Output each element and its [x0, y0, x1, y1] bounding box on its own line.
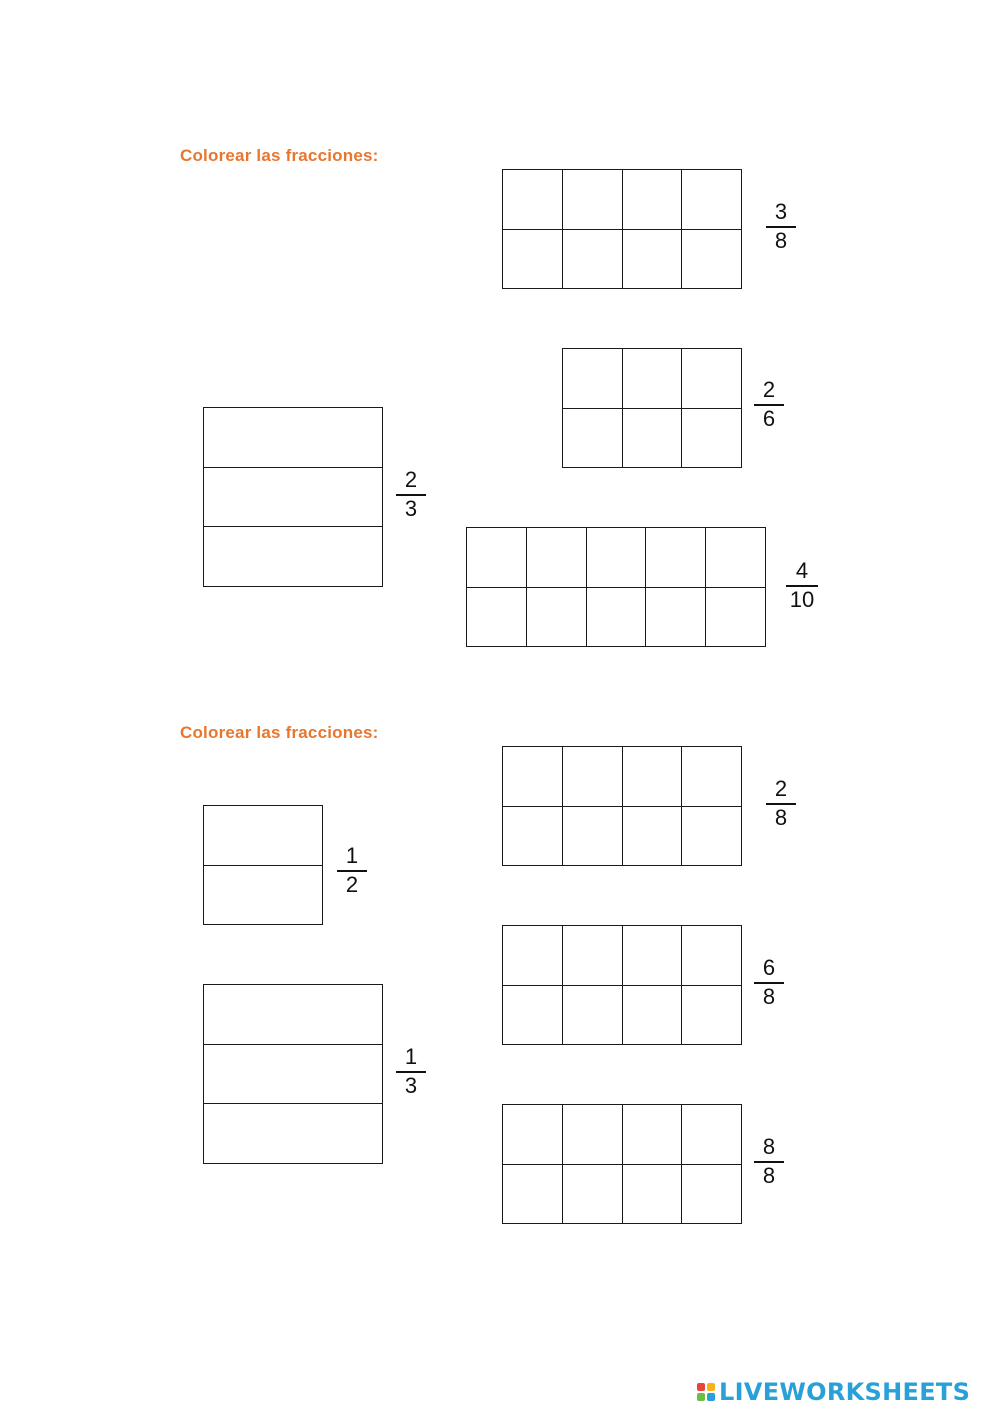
- fraction-label: [766, 200, 796, 253]
- colorable-cell[interactable]: [563, 1105, 623, 1165]
- logo-square: [697, 1393, 705, 1401]
- fraction-numerator: 2: [762, 377, 776, 402]
- fraction-numerator: 2: [404, 467, 418, 492]
- section-2-heading: Colorear las fracciones:: [180, 723, 379, 742]
- colorable-cell[interactable]: [623, 170, 683, 230]
- fraction-denominator: 8: [762, 1163, 776, 1188]
- colorable-cell[interactable]: [204, 527, 383, 587]
- colorable-cell[interactable]: [623, 747, 683, 807]
- fraction-grid-2-8: [502, 746, 742, 866]
- colorable-cell[interactable]: [503, 807, 563, 867]
- fraction-label: [786, 559, 818, 612]
- fraction-denominator: 3: [404, 1073, 418, 1098]
- colorable-cell[interactable]: [204, 468, 383, 528]
- colorable-cell[interactable]: [563, 747, 623, 807]
- section-1-heading: Colorear las fracciones:: [180, 146, 379, 165]
- fraction-grid-8-8: [502, 1104, 742, 1224]
- colorable-cell[interactable]: [623, 807, 683, 867]
- colorable-cell[interactable]: [682, 1105, 742, 1165]
- fraction-grid-4-10: [466, 527, 766, 647]
- colorable-cell[interactable]: [623, 986, 683, 1046]
- colorable-cell[interactable]: [682, 230, 742, 290]
- colorable-cell[interactable]: [682, 747, 742, 807]
- colorable-cell[interactable]: [563, 926, 623, 986]
- colorable-cell[interactable]: [587, 528, 647, 588]
- liveworksheets-logo: [697, 1378, 970, 1406]
- colorable-cell[interactable]: [563, 409, 623, 469]
- fraction-label: [396, 468, 426, 521]
- colorable-cell[interactable]: [646, 588, 706, 648]
- colorable-cell[interactable]: [503, 170, 563, 230]
- colorable-cell[interactable]: [204, 985, 383, 1045]
- colorable-cell[interactable]: [204, 806, 323, 866]
- fraction-grid-3-8: [502, 169, 742, 289]
- logo-square: [707, 1393, 715, 1401]
- colorable-cell[interactable]: [587, 588, 647, 648]
- colorable-cell[interactable]: [503, 747, 563, 807]
- logo-square: [707, 1383, 715, 1391]
- colorable-cell[interactable]: [527, 528, 587, 588]
- fraction-denominator: 3: [404, 496, 418, 521]
- fraction-numerator: 4: [795, 558, 809, 583]
- fraction-numerator: 2: [774, 776, 788, 801]
- fraction-numerator: 6: [762, 955, 776, 980]
- colorable-cell[interactable]: [682, 926, 742, 986]
- colorable-cell[interactable]: [623, 1165, 683, 1225]
- colorable-cell[interactable]: [706, 528, 766, 588]
- colorable-cell[interactable]: [646, 528, 706, 588]
- colorable-cell[interactable]: [563, 807, 623, 867]
- colorable-cell[interactable]: [682, 170, 742, 230]
- colorable-cell[interactable]: [563, 230, 623, 290]
- colorable-cell[interactable]: [623, 349, 683, 409]
- fraction-denominator: 8: [774, 228, 788, 253]
- colorable-cell[interactable]: [623, 926, 683, 986]
- colorable-cell[interactable]: [503, 926, 563, 986]
- colorable-cell[interactable]: [623, 409, 683, 469]
- colorable-cell[interactable]: [682, 409, 742, 469]
- colorable-cell[interactable]: [682, 1165, 742, 1225]
- fraction-numerator: 1: [404, 1044, 418, 1069]
- fraction-denominator: 8: [762, 984, 776, 1009]
- colorable-cell[interactable]: [503, 230, 563, 290]
- colorable-cell[interactable]: [623, 1105, 683, 1165]
- fraction-label: [754, 378, 784, 431]
- colorable-cell[interactable]: [563, 1165, 623, 1225]
- fraction-denominator: 8: [774, 805, 788, 830]
- colorable-cell[interactable]: [503, 986, 563, 1046]
- colorable-cell[interactable]: [204, 1045, 383, 1105]
- fraction-denominator: 6: [762, 406, 776, 431]
- fraction-grid-2-6: [562, 348, 742, 468]
- colorable-cell[interactable]: [563, 170, 623, 230]
- colorable-cell[interactable]: [204, 408, 383, 468]
- fraction-numerator: 8: [762, 1134, 776, 1159]
- fraction-denominator: 2: [345, 872, 359, 897]
- colorable-cell[interactable]: [204, 1104, 383, 1164]
- logo-square: [697, 1383, 705, 1391]
- fraction-label: [766, 777, 796, 830]
- fraction-label: [754, 1135, 784, 1188]
- fraction-label: [337, 844, 367, 897]
- colorable-cell[interactable]: [563, 349, 623, 409]
- colorable-cell[interactable]: [204, 866, 323, 926]
- brand-name: LIVEWORKSHEETS: [719, 1378, 971, 1406]
- fraction-label: [396, 1045, 426, 1098]
- fraction-denominator: 10: [789, 587, 815, 612]
- colorable-cell[interactable]: [682, 986, 742, 1046]
- fraction-grid-1-3: [203, 984, 383, 1164]
- fraction-grid-6-8: [502, 925, 742, 1045]
- colorable-cell[interactable]: [503, 1165, 563, 1225]
- colorable-cell[interactable]: [467, 528, 527, 588]
- liveworksheets-logo-icon: [697, 1383, 715, 1401]
- fraction-grid-2-3: [203, 407, 383, 587]
- colorable-cell[interactable]: [503, 1105, 563, 1165]
- colorable-cell[interactable]: [706, 588, 766, 648]
- colorable-cell[interactable]: [563, 986, 623, 1046]
- colorable-cell[interactable]: [682, 807, 742, 867]
- colorable-cell[interactable]: [467, 588, 527, 648]
- colorable-cell[interactable]: [527, 588, 587, 648]
- colorable-cell[interactable]: [682, 349, 742, 409]
- fraction-numerator: 1: [345, 843, 359, 868]
- fraction-label: [754, 956, 784, 1009]
- colorable-cell[interactable]: [623, 230, 683, 290]
- fraction-grid-1-2: [203, 805, 323, 925]
- fraction-numerator: 3: [774, 199, 788, 224]
